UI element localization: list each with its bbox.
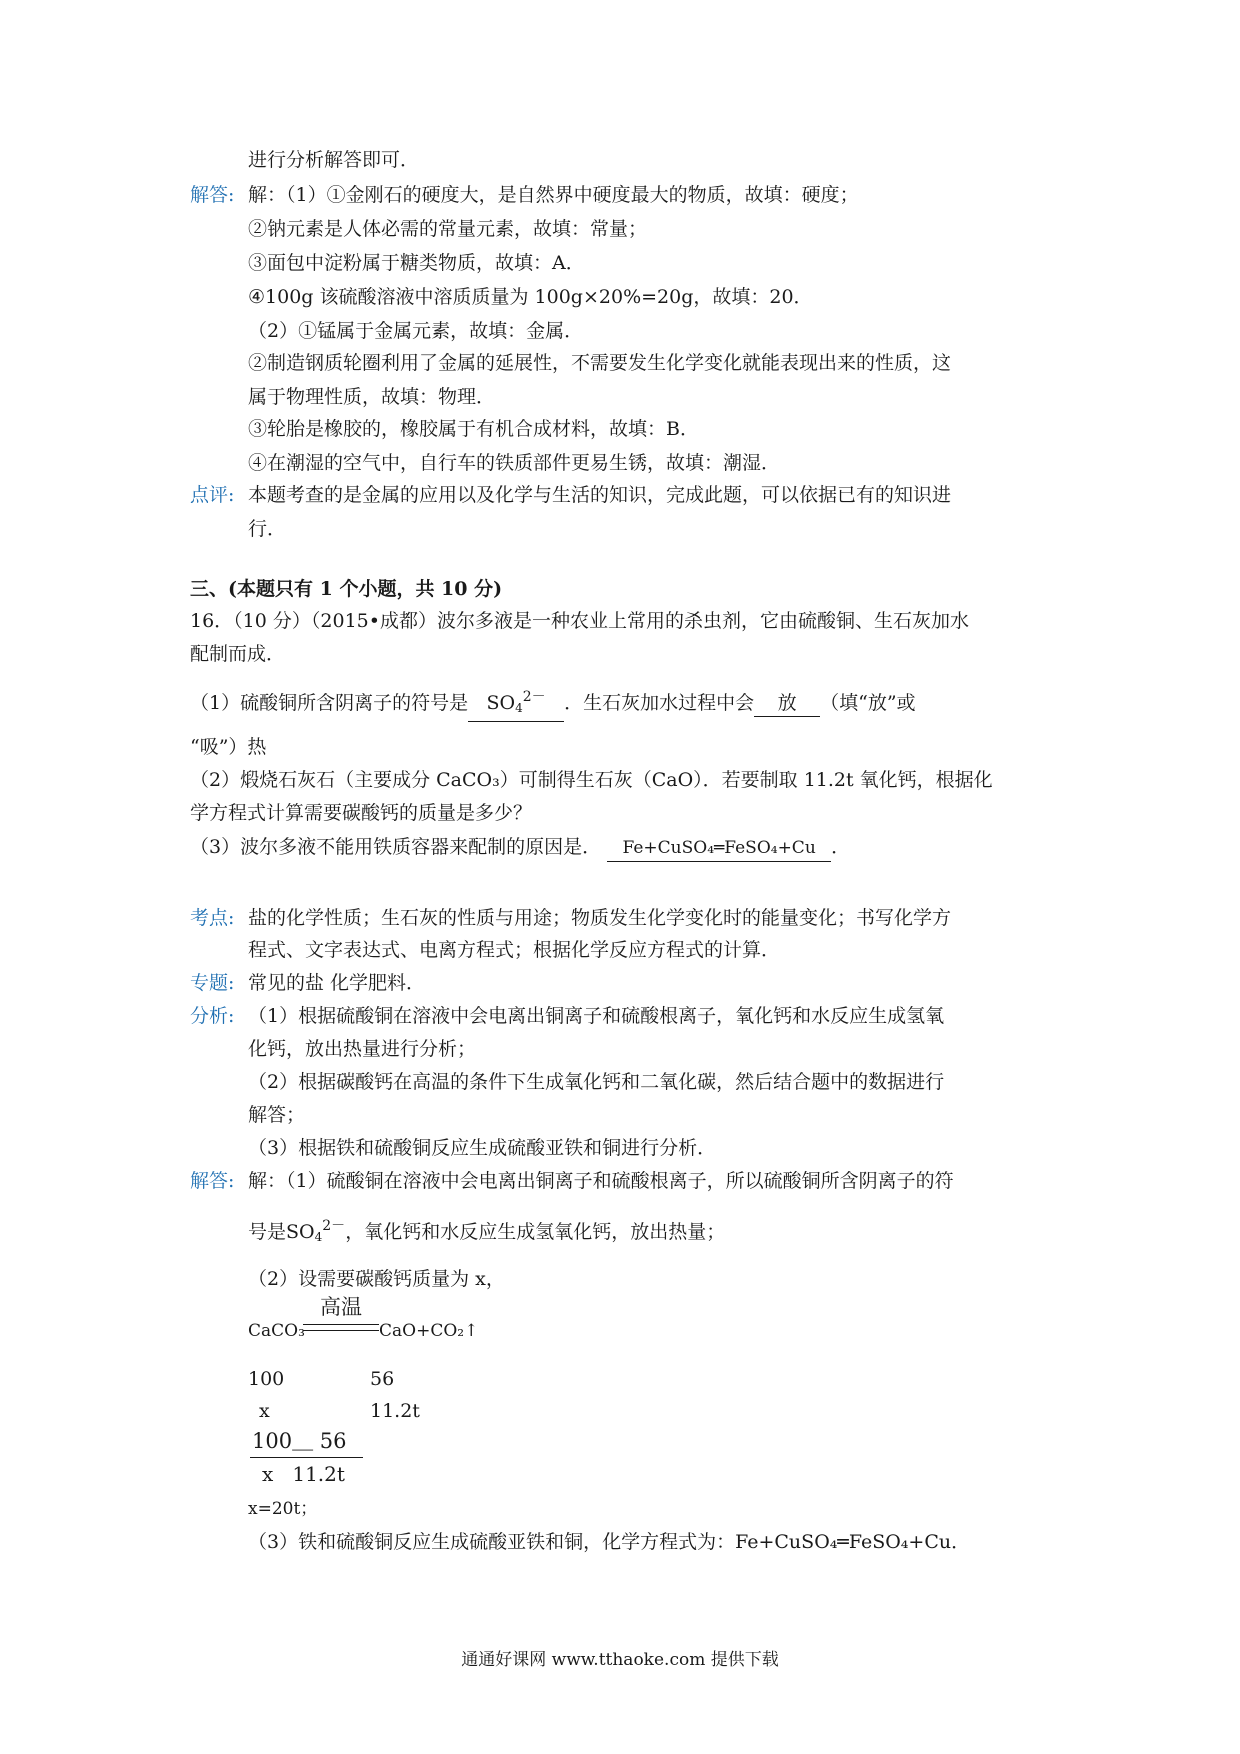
section-heading: 三、(本题只有 1 个小题，共 10 分) xyxy=(190,578,503,600)
fraction-numerator: 100＿ 56 xyxy=(252,1429,347,1453)
ratio-row-2-a: x xyxy=(259,1400,270,1422)
part1-end: （填“放”或 xyxy=(820,692,916,714)
fraction-denominator: x 11.2t xyxy=(262,1462,345,1486)
ion-s-2: S xyxy=(286,1221,300,1243)
cont-line: 进行分析解答即可． xyxy=(248,149,420,171)
ion-superscript: 2－ xyxy=(522,689,546,705)
jieda-line-2-post: ，氧化钙和水反应生成氢氧化钙，放出热量； xyxy=(345,1221,726,1243)
kaodian-line-1: 盐的化学性质；生石灰的性质与用途；物质发生化学变化时的能量变化；书写化学方 xyxy=(248,907,952,929)
question-16-part-1-cont: “吸”）热 xyxy=(190,736,267,758)
equation-arrow-bottom xyxy=(303,1330,379,1331)
fenxi-line-4: 解答； xyxy=(248,1104,306,1126)
fraction-bar xyxy=(250,1457,363,1458)
jieda-line-1: 解：（1）硫酸铜在溶液中会电离出铜离子和硫酸根离子，所以硫酸铜所含阴离子的符 xyxy=(248,1170,954,1192)
ion-o-2: O xyxy=(299,1221,315,1243)
ion-subscript-2: 4 xyxy=(314,1230,323,1244)
equation-right: CaO+CO₂↑ xyxy=(379,1321,479,1341)
ratio-row-1-a: 100 xyxy=(248,1368,285,1390)
ion-superscript-2: 2－ xyxy=(322,1218,346,1234)
x-result: x=20t； xyxy=(248,1499,318,1519)
jieda-line-4: （3）铁和硫酸铜反应生成硫酸亚铁和铜，化学方程式为：Fe+CuSO₄═FeSO₄+Cu． xyxy=(248,1531,971,1553)
kaodian-line-2: 程式、文字表达式、电离方程式；根据化学反应方程式的计算． xyxy=(248,939,781,961)
question-16-part-2-line-2: 学方程式计算需要碳酸钙的质量是多少？ xyxy=(190,802,533,824)
zhuanti-line: 常见的盐 化学肥料． xyxy=(248,972,426,994)
label-answer: 解答: xyxy=(190,184,235,206)
heat-answer-blank: 放 xyxy=(754,690,820,717)
answer-line-7: 属于物理性质，故填：物理． xyxy=(248,386,496,408)
label-fenxi: 分析: xyxy=(190,1005,235,1027)
reason-answer-blank: Fe+CuSO₄═FeSO₄+Cu xyxy=(607,835,831,862)
label-zhuanti: 专题: xyxy=(190,972,235,994)
jieda-line-2 xyxy=(248,1210,725,1253)
equation-left: CaCO₃ xyxy=(248,1321,305,1341)
answer-line-6: ②制造钢质轮圈利用了金属的延展性，不需要发生化学变化就能表现出来的性质，这 xyxy=(248,352,952,374)
equation-arrow-top xyxy=(303,1324,379,1325)
answer-line-9: ④在潮湿的空气中，自行车的铁质部件更易生锈，故填：潮湿． xyxy=(248,452,781,474)
page-footer: 通通好课网 www.tthaoke.com 提供下载 xyxy=(461,1650,779,1670)
part3-end: ． xyxy=(831,836,851,858)
comment-line-1: 本题考查的是金属的应用以及化学与生活的知识，完成此题，可以依据已有的知识进 xyxy=(248,484,952,506)
question-16-line-1: 16．（10 分）（2015•成都）波尔多液是一种农业上常用的杀虫剂，它由硫酸铜、生石灰加水 xyxy=(190,610,969,632)
fenxi-line-2: 化钙，放出热量进行分析； xyxy=(248,1038,477,1060)
fenxi-line-1: （1）根据硫酸铜在溶液中会电离出铜离子和硫酸根离子，氧化钙和水反应生成氢氧 xyxy=(248,1005,945,1027)
ion-s: S xyxy=(486,692,500,714)
ion-subscript: 4 xyxy=(515,701,523,715)
question-16-part-2-line-1: （2）煅烧石灰石（主要成分 CaCO₃）可制得生石灰（CaO）．若要制取 11.2t 氧化钙，根据化 xyxy=(190,769,993,791)
label-kaodian: 考点: xyxy=(190,907,235,929)
label-comment: 点评: xyxy=(190,484,235,506)
ion-o: O xyxy=(499,692,516,714)
part1-mid: ．生石灰加水过程中会 xyxy=(564,692,755,714)
comment-line-2: 行． xyxy=(248,518,287,540)
part3-text: （3）波尔多液不能用铁质容器来配制的原因是． xyxy=(190,836,602,858)
answer-line-5: （2）①锰属于金属元素，故填：金属． xyxy=(248,320,584,342)
answer-line-2: ②钠元素是人体必需的常量元素，故填：常量； xyxy=(248,218,648,240)
part1-text: （1）硫酸铜所含阴离子的符号是 xyxy=(190,692,469,714)
answer-line-1: 解：（1）①金刚石的硬度大，是自然界中硬度最大的物质，故填：硬度； xyxy=(248,184,859,206)
question-16-part-1 xyxy=(190,684,916,722)
equation-condition: 高温 xyxy=(320,1295,362,1319)
ratio-row-2-b: 11.2t xyxy=(370,1400,420,1422)
question-16-part-3 xyxy=(190,834,850,862)
ion-symbol xyxy=(286,1218,346,1244)
label-jieda: 解答: xyxy=(190,1170,235,1192)
answer-line-3: ③面包中淀粉属于糖类物质，故填：A． xyxy=(248,252,585,274)
jieda-line-3: （2）设需要碳酸钙质量为 x， xyxy=(248,1268,505,1290)
fenxi-line-5: （3）根据铁和硫酸铜反应生成硫酸亚铁和铜进行分析． xyxy=(248,1137,717,1159)
jieda-line-2-pre: 号是 xyxy=(248,1221,287,1243)
ratio-row-1-b: 56 xyxy=(370,1368,395,1390)
answer-line-4: ④100g 该硫酸溶液中溶质质量为 100g×20%=20g，故填：20． xyxy=(248,286,813,308)
question-16-line-2: 配制而成． xyxy=(190,643,286,665)
fenxi-line-3: （2）根据碳酸钙在高温的条件下生成氧化钙和二氧化碳，然后结合题中的数据进行 xyxy=(248,1071,945,1093)
answer-line-8: ③轮胎是橡胶的，橡胶属于有机合成材料，故填：B． xyxy=(248,418,699,440)
ion-answer-blank xyxy=(468,684,564,722)
